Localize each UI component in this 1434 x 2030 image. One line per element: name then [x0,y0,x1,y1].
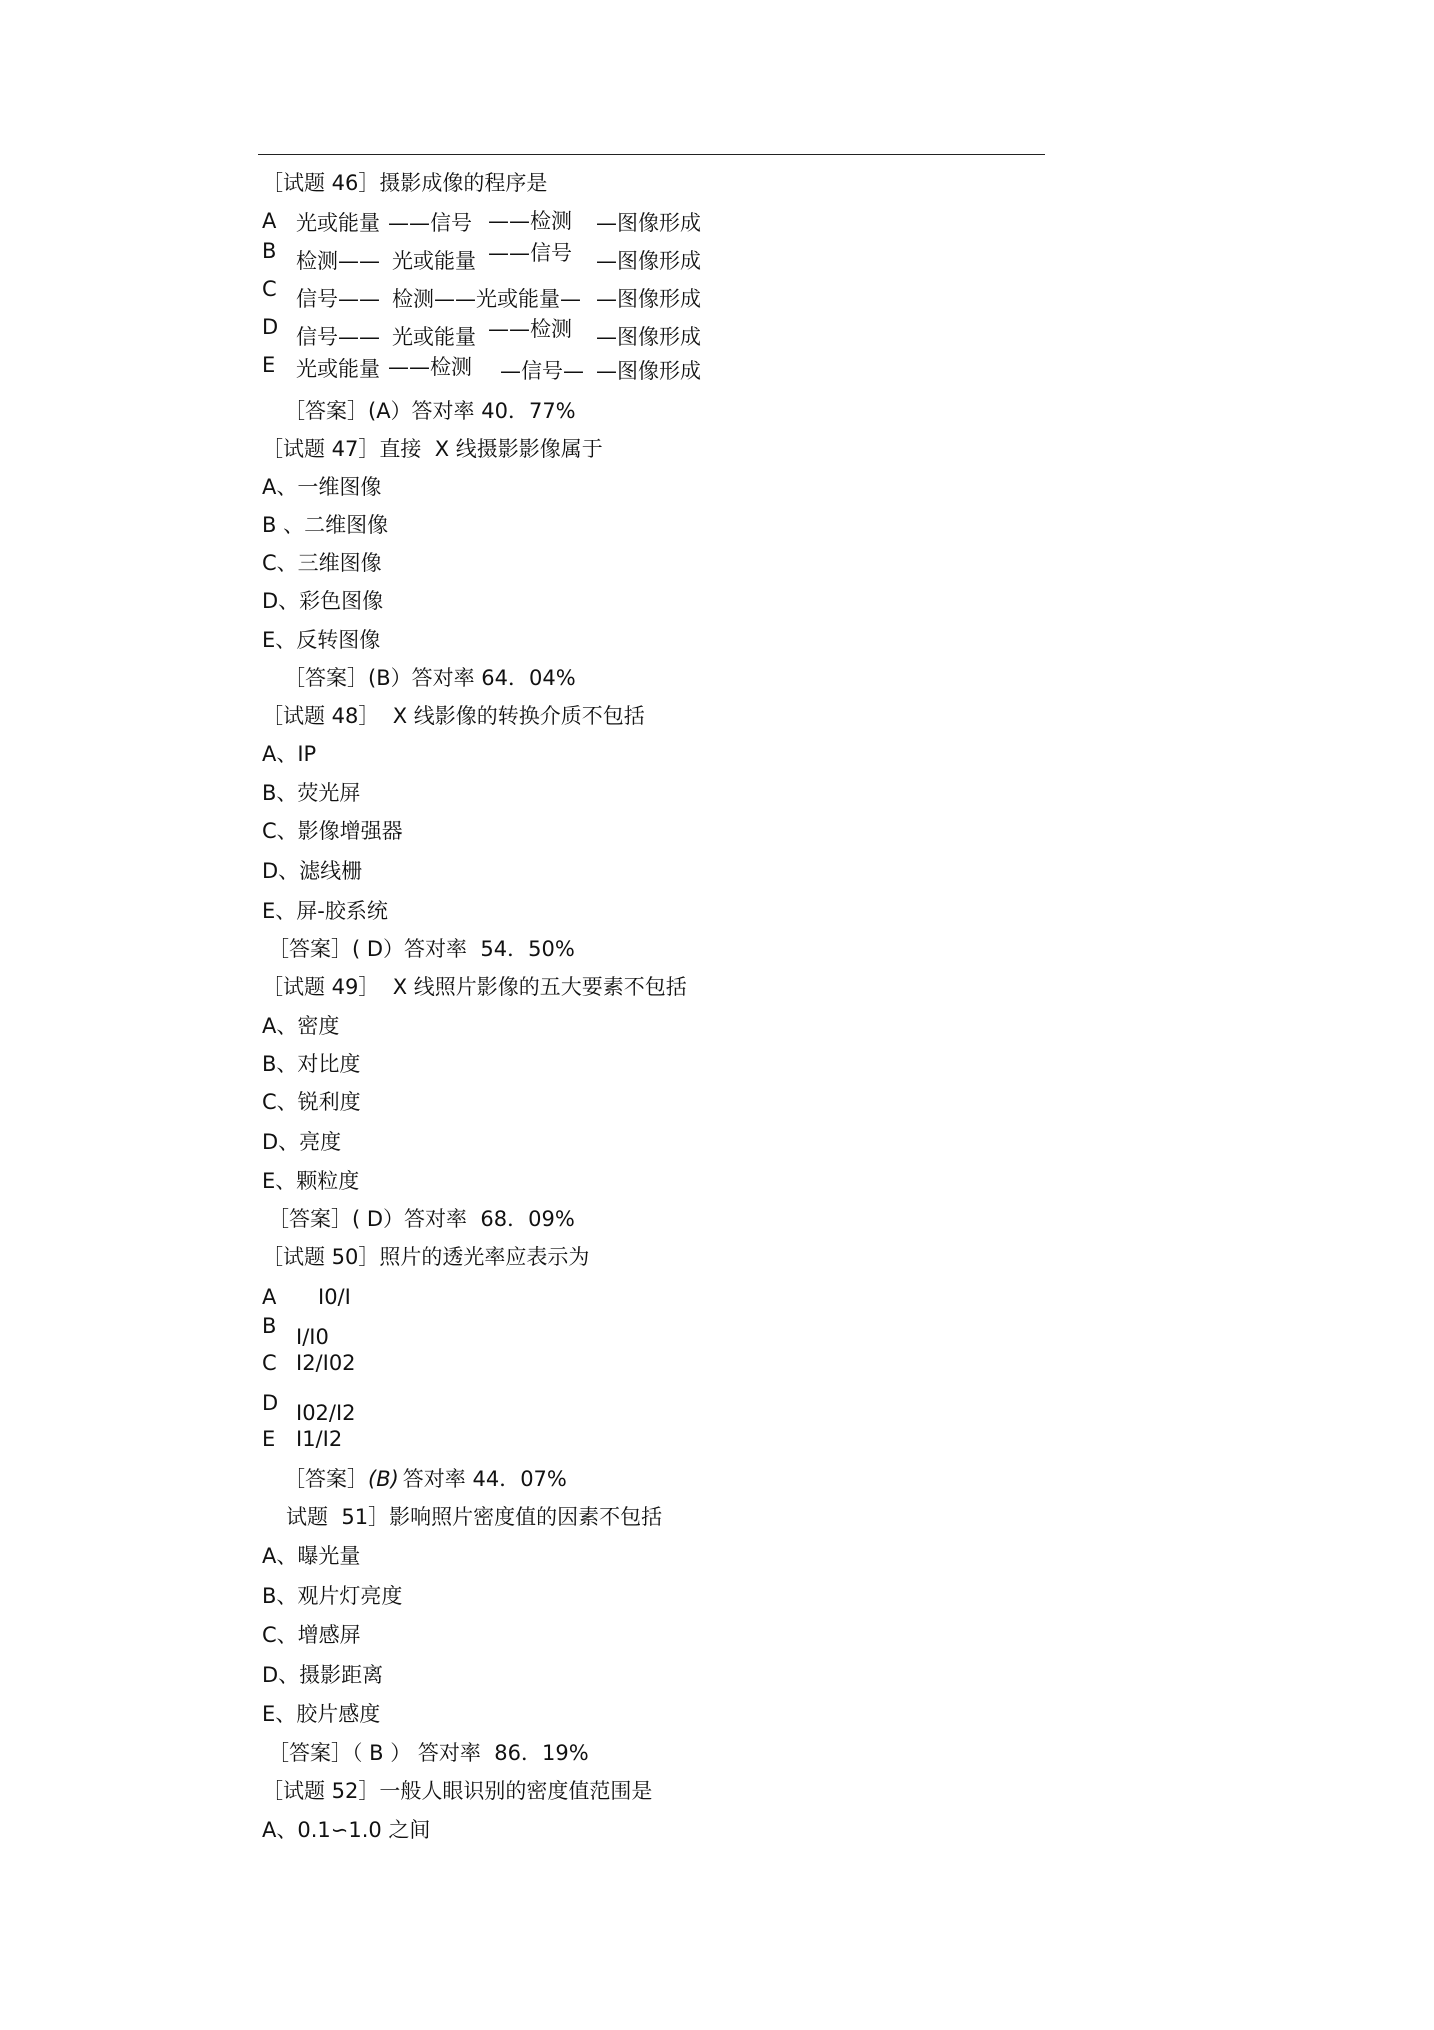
q48-option-d: D、滤线栅 [262,859,363,883]
q46-c-part2: 检测——光或能量— [392,287,581,311]
q49-option-a: A、密度 [262,1014,340,1038]
q51-answer: ［答案］（ B ） 答对率 86．19% [268,1741,589,1765]
q47-title: ［试题 47］直接 X 线摄影影像属于 [262,437,603,461]
q51-title: 试题 51］影响照片密度值的因素不包括 [286,1505,663,1529]
q50-title: ［试题 50］照片的透光率应表示为 [262,1245,590,1269]
q49-title: ［试题 49］ X 线照片影像的五大要素不包括 [262,975,687,999]
q47-option-b: B 、二维图像 [262,513,389,537]
q47-option-e: E、反转图像 [262,628,381,652]
q50-value-c: I2/I02 [296,1351,356,1375]
q49-option-d: D、亮度 [262,1130,342,1154]
q48-option-c: C、影像增强器 [262,819,403,843]
q50-letter-c: C [262,1351,277,1375]
q46-letter-b: B [262,239,277,263]
q46-answer: ［答案］(A）答对率 40．77% [284,399,576,423]
q47-option-c: C、三维图像 [262,551,382,575]
q50-value-b: I/I0 [296,1325,329,1349]
q47-answer: ［答案］(B）答对率 64．04% [284,666,576,690]
q50-letter-b: B [262,1314,277,1338]
q52-title: ［试题 52］一般人眼识别的密度值范围是 [262,1779,653,1803]
q50-answer-mark: (B) [368,1467,399,1491]
q46-a-part1: 光或能量 [296,211,380,235]
q46-e-part2: ——检测 [388,355,472,379]
q51-option-d: D、摄影距离 [262,1663,384,1687]
q46-d-part1: 信号—— [296,325,380,349]
q46-b-part4: —图像形成 [596,249,701,273]
q51-option-c: C、增感屏 [262,1623,361,1647]
q50-value-a: I0/I [318,1285,351,1309]
q46-d-part4: —图像形成 [596,325,701,349]
q46-e-part3: —信号— [500,359,584,383]
q50-answer [284,1466,567,1492]
q48-answer: ［答案］( D）答对率 54．50% [268,937,575,961]
q50-answer-rest: 答对率 44．07% [402,1467,567,1491]
q49-option-e: E、颗粒度 [262,1169,360,1193]
q46-letter-d: D [262,315,279,339]
q46-e-part4: —图像形成 [596,359,701,383]
header-rule [258,154,1045,155]
q49-option-c: C、锐利度 [262,1090,361,1114]
q46-d-part3: ——检测 [488,317,572,341]
q51-option-a: A、曝光量 [262,1544,361,1568]
q52-option-a: A、0.1∽1.0 之间 [262,1818,431,1842]
q50-letter-d: D [262,1391,279,1415]
q48-option-a: A、IP [262,742,317,766]
q46-b-part1: 检测—— [296,249,380,273]
q50-letter-e: E [262,1427,276,1451]
q46-letter-a: A [262,209,277,233]
q46-b-part2: 光或能量 [392,249,476,273]
q46-d-part2: 光或能量 [392,325,476,349]
q47-option-d: D、彩色图像 [262,589,384,613]
q46-title: ［试题 46］摄影成像的程序是 [262,171,548,195]
q46-b-part3: ——信号 [488,241,572,265]
q50-answer-prefix: ［答案］ [284,1467,368,1491]
q46-a-part4: —图像形成 [596,211,701,235]
q46-letter-e: E [262,353,276,377]
q48-option-e: E、屏-胶系统 [262,899,388,923]
q46-c-part1: 信号—— [296,287,380,311]
q50-value-e: I1/I2 [296,1427,343,1451]
q49-answer: ［答案］( D）答对率 68．09% [268,1207,575,1231]
q50-letter-a: A [262,1285,277,1309]
q46-e-part1: 光或能量 [296,357,380,381]
q48-option-b: B、荧光屏 [262,781,361,805]
q47-option-a: A、一维图像 [262,475,382,499]
q51-option-e: E、胶片感度 [262,1702,381,1726]
q50-value-d: I02/I2 [296,1401,356,1425]
q46-letter-c: C [262,277,277,301]
q49-option-b: B、对比度 [262,1052,361,1076]
q51-option-b: B、观片灯亮度 [262,1584,403,1608]
q46-c-part3: —图像形成 [596,287,701,311]
q48-title: ［试题 48］ X 线影像的转换介质不包括 [262,704,645,728]
q46-a-part3: ——检测 [488,209,572,233]
q46-a-part2: ——信号 [388,211,472,235]
